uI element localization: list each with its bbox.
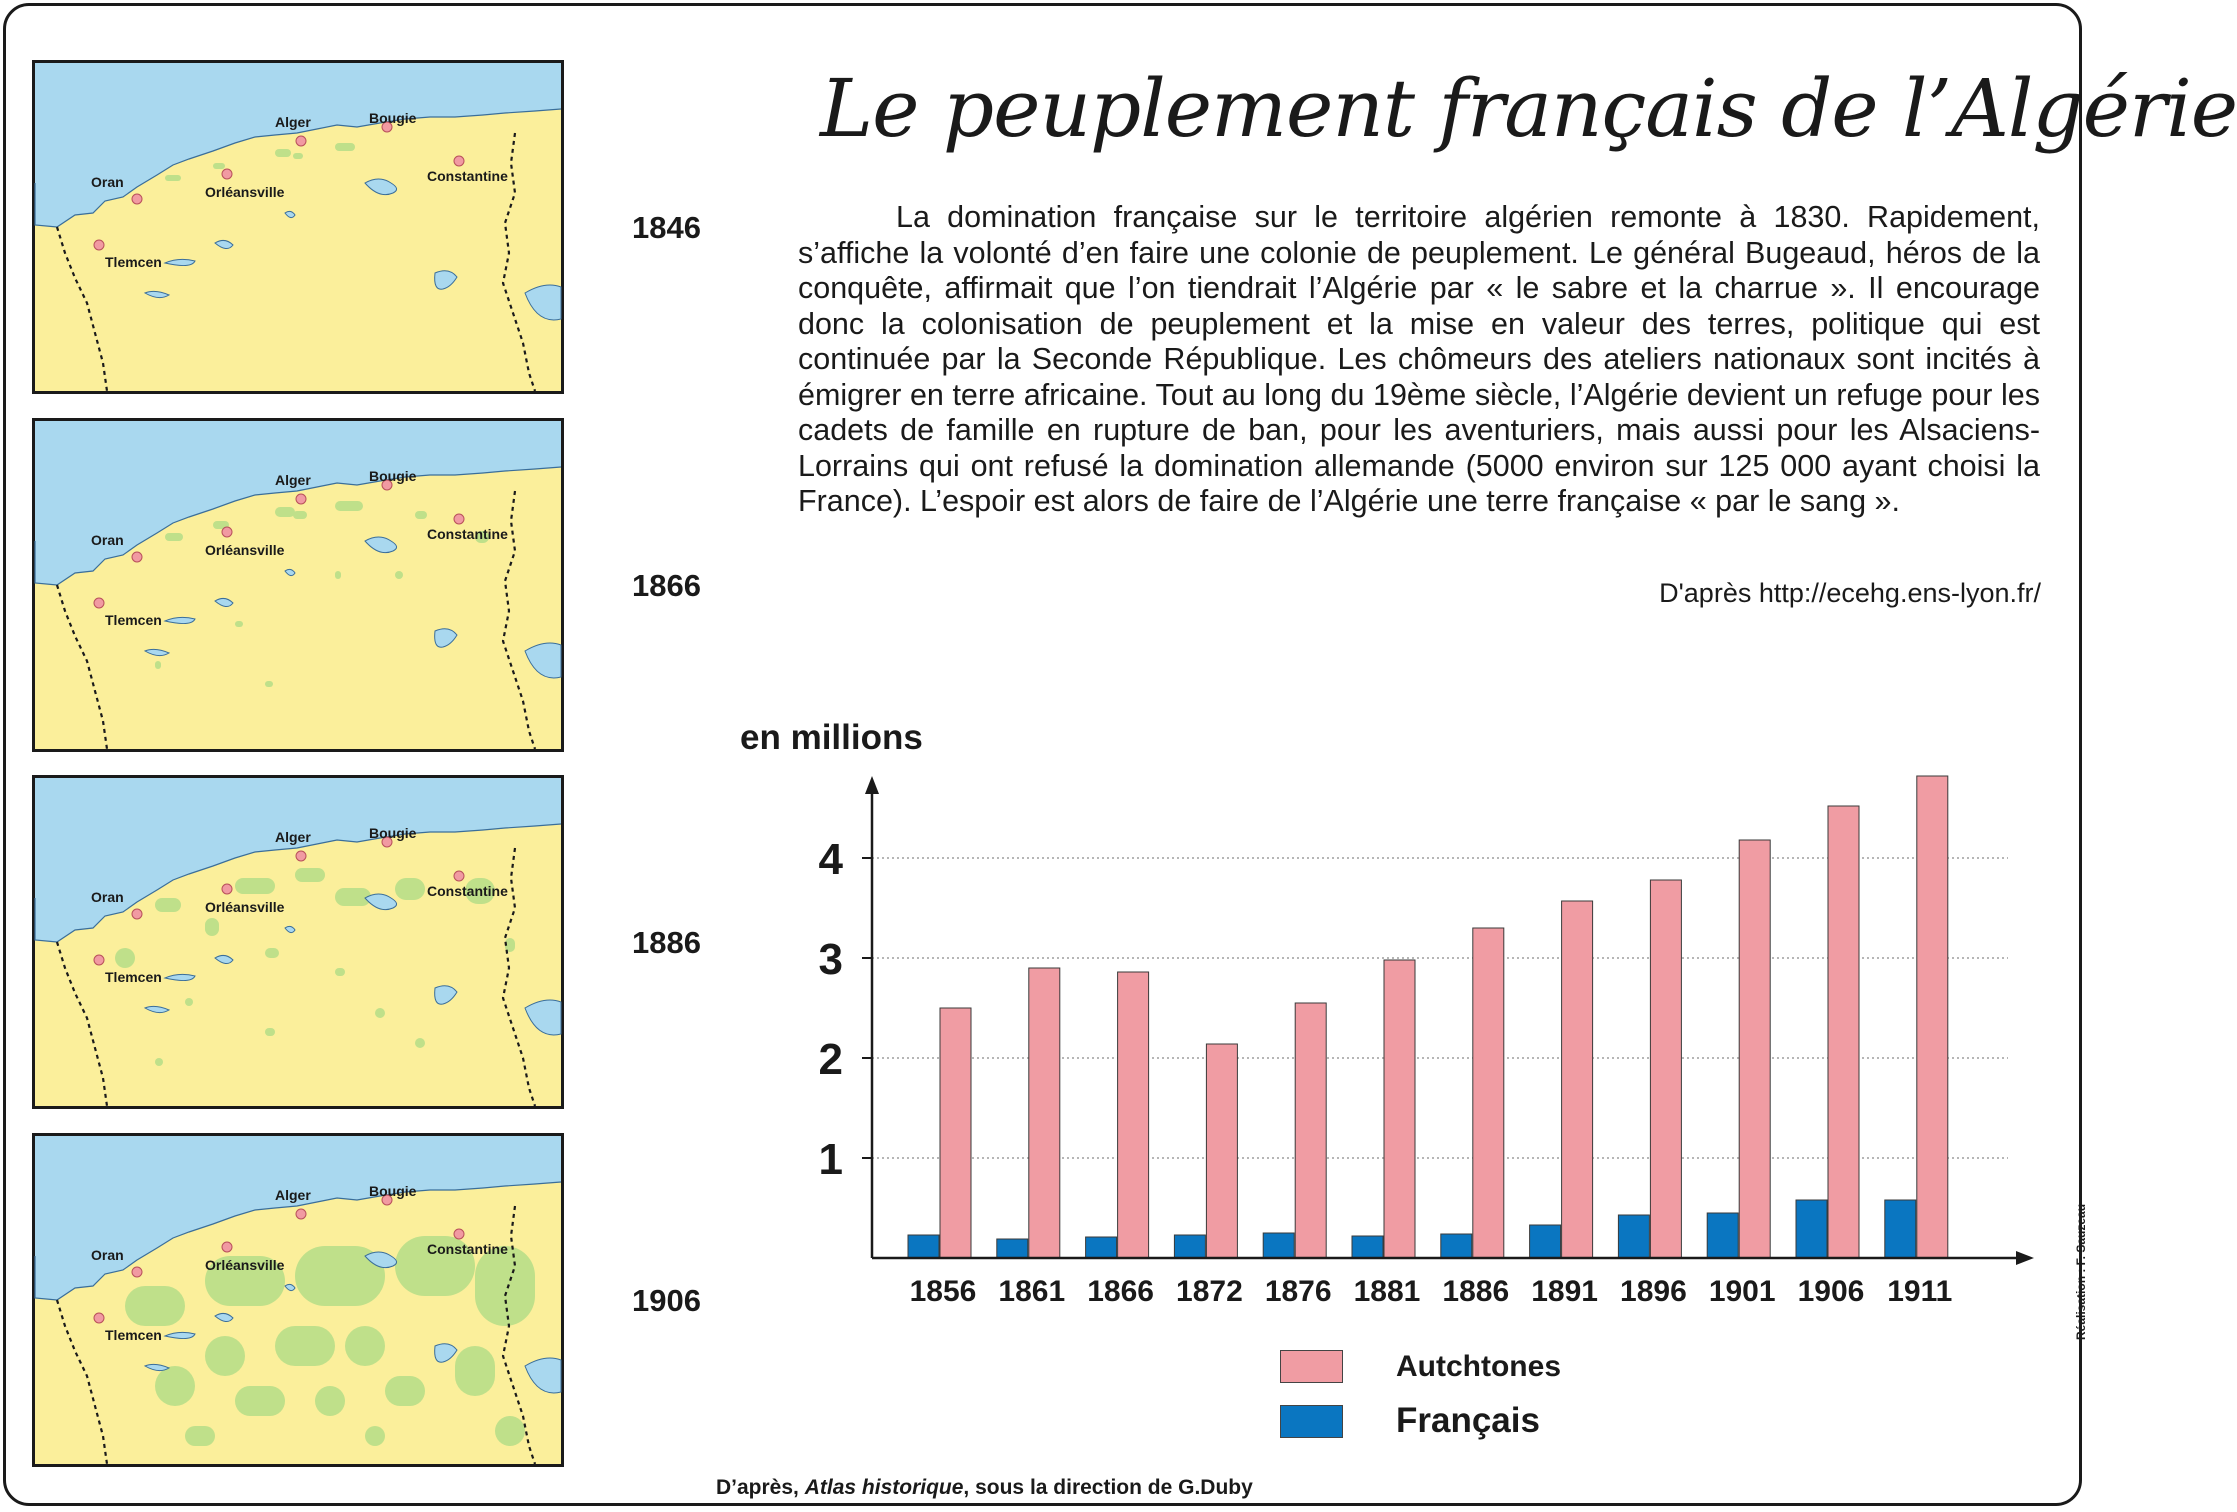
city-label-oran: Oran	[91, 532, 124, 548]
credit-prefix: D’après,	[716, 1476, 805, 1499]
x-tick-label: 1896	[1620, 1275, 1687, 1308]
legend-swatch-autchtones	[1280, 1350, 1343, 1383]
city-label-alger: Alger	[275, 829, 311, 845]
x-tick-label: 1886	[1442, 1275, 1510, 1308]
map-year-1906: 1906	[632, 1283, 701, 1318]
city-label-alger: Alger	[275, 1187, 311, 1203]
bar-francais	[1618, 1215, 1649, 1258]
legend-swatch-francais	[1280, 1405, 1343, 1438]
bar-francais	[1086, 1237, 1117, 1258]
x-tick-label: 1876	[1264, 1275, 1332, 1308]
bar-autchtones	[1828, 806, 1859, 1258]
city-label-bougie: Bougie	[369, 110, 417, 126]
bar-francais	[1707, 1213, 1738, 1258]
x-tick-label: 1891	[1531, 1275, 1598, 1308]
bar-francais	[1263, 1233, 1294, 1258]
city-label-bougie: Bougie	[369, 468, 417, 484]
map-year-1866: 1866	[632, 568, 701, 603]
y-tick-label: 4	[818, 835, 843, 884]
y-axis-unit-label: en millions	[740, 718, 923, 757]
bar-autchtones	[1295, 1003, 1326, 1258]
atlas-credit	[716, 1476, 1253, 1500]
map-year-1886: 1886	[632, 925, 701, 960]
bar-autchtones	[1562, 901, 1593, 1258]
city-label-tlemcen: Tlemcen	[105, 969, 162, 985]
city-label-constantine: Constantine	[427, 1241, 508, 1257]
x-tick-label: 1911	[1887, 1275, 1953, 1308]
bar-francais	[1796, 1200, 1827, 1258]
bar-francais	[1530, 1225, 1561, 1258]
credit-work: Atlas historique	[804, 1476, 964, 1499]
city-label-tlemcen: Tlemcen	[105, 1327, 162, 1343]
bar-autchtones	[1473, 928, 1504, 1258]
bar-autchtones	[1917, 776, 1948, 1258]
x-tick-label: 1881	[1353, 1275, 1421, 1308]
city-label-alger: Alger	[275, 114, 311, 130]
legend-label-autchtones: Autchtones	[1396, 1350, 1561, 1383]
city-label-orleansville: Orléansville	[205, 1257, 285, 1273]
bar-autchtones	[1739, 840, 1770, 1258]
x-tick-label: 1906	[1797, 1275, 1865, 1308]
city-label-alger: Alger	[275, 472, 311, 488]
y-tick-label: 1	[818, 1135, 843, 1184]
city-label-bougie: Bougie	[369, 825, 417, 841]
bar-autchtones	[1118, 972, 1149, 1258]
bar-autchtones	[1384, 960, 1415, 1258]
intro-paragraph-text: La domination française sur le territoire algérien remonte à 1830. Rapidement, s’affiche la volonté d’en faire une colonie de peuplement. Le général Bugeaud, héros de la conquête, affirmait que l’on tiendrait l’Algérie par « le sabre et la charrue ». Il encourage donc la colonisation de peuplement et la mise en valeur des terres, politique qui est continuée par la Seconde République. Les chômeurs des ateliers nationaux sont incités à émigrer en terre africaine. Tout au long du 19ème siècle, l’Algérie devient un refuge pour les cadets de famille en rupture de ban, pour les aventuriers, mais aussi pour les Alsaciens-Lorrains qui ont refusé la domination allemande (5000 environ sur 125 000 ayant choisi la France). L’espoir est alors de faire de l’Algérie une terre française « par le sang ».	[798, 200, 2040, 518]
bar-francais	[997, 1239, 1028, 1258]
city-label-orleansville: Orléansville	[205, 899, 285, 915]
y-axis-arrow	[865, 776, 879, 794]
city-label-tlemcen: Tlemcen	[105, 254, 162, 270]
bar-autchtones	[1029, 968, 1060, 1258]
city-label-constantine: Constantine	[427, 168, 508, 184]
x-tick-label: 1866	[1087, 1275, 1154, 1308]
bar-autchtones	[1206, 1044, 1237, 1258]
y-tick-label: 2	[818, 1035, 843, 1084]
city-label-oran: Oran	[91, 174, 124, 190]
bar-francais	[1441, 1234, 1472, 1258]
city-label-bougie: Bougie	[369, 1183, 417, 1199]
y-tick-label: 3	[818, 935, 843, 984]
page-title: Le peuplement français de l’Algérie	[820, 62, 2237, 155]
map-year-1846: 1846	[632, 210, 701, 245]
bar-francais	[908, 1235, 939, 1258]
city-label-oran: Oran	[91, 1247, 124, 1263]
bar-francais	[1885, 1200, 1916, 1258]
bar-autchtones	[1650, 880, 1681, 1258]
x-tick-label: 1861	[998, 1275, 1066, 1308]
x-axis-arrow	[2016, 1251, 2034, 1265]
bar-autchtones	[940, 1008, 971, 1258]
realisation-credit: Réalisation : F. Sauzeau	[2074, 1203, 2088, 1340]
x-tick-label: 1856	[909, 1275, 977, 1308]
city-label-orleansville: Orléansville	[205, 184, 285, 200]
city-label-constantine: Constantine	[427, 526, 508, 542]
x-tick-label: 1872	[1176, 1275, 1243, 1308]
bar-francais	[1174, 1235, 1205, 1258]
city-label-orleansville: Orléansville	[205, 542, 285, 558]
city-label-constantine: Constantine	[427, 883, 508, 899]
city-label-tlemcen: Tlemcen	[105, 612, 162, 628]
text-source: D'après http://ecehg.ens-lyon.fr/	[1659, 578, 2041, 608]
credit-suffix: , sous la direction de G.Duby	[963, 1476, 1253, 1499]
bar-francais	[1352, 1236, 1383, 1258]
x-tick-label: 1901	[1708, 1275, 1776, 1308]
city-label-oran: Oran	[91, 889, 124, 905]
legend-label-francais: Français	[1396, 1401, 1540, 1440]
